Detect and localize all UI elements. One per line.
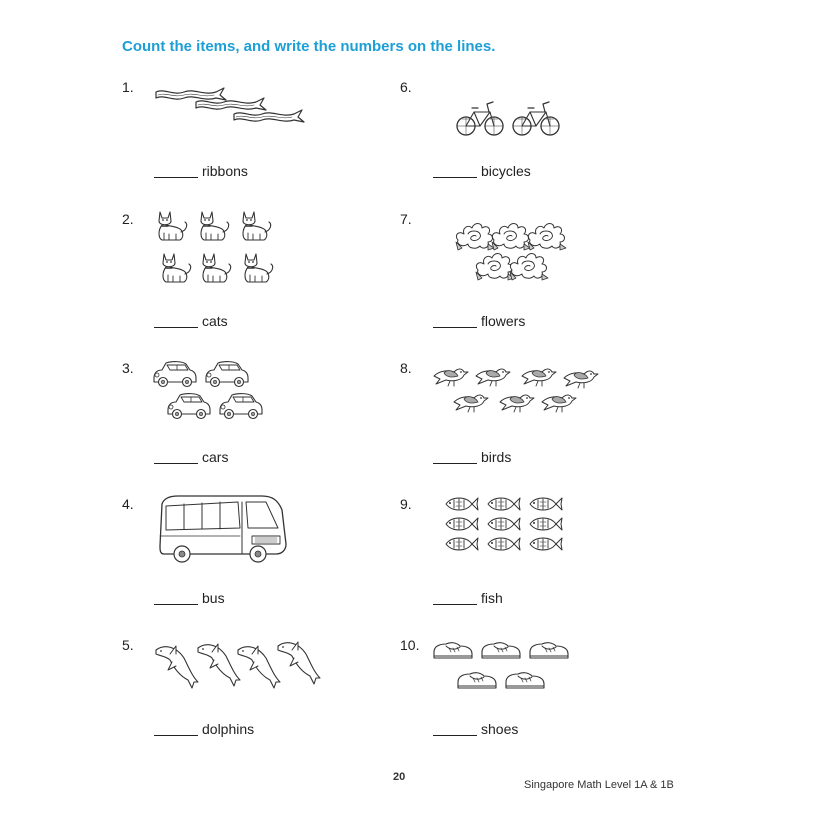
answer-blank[interactable]: [154, 723, 198, 736]
shoe-icon: [432, 640, 572, 694]
question-number: 4.: [122, 496, 134, 512]
question-number: 5.: [122, 637, 134, 653]
answer-blank[interactable]: [433, 592, 477, 605]
item-label: flowers: [481, 313, 526, 329]
book-title: Singapore Math Level 1A & 1B: [524, 779, 674, 791]
item-label: shoes: [481, 721, 519, 737]
question-number: 2.: [122, 211, 134, 227]
item-label: cars: [202, 449, 229, 465]
item-label: birds: [481, 449, 512, 465]
item-label: bus: [202, 590, 225, 606]
answer-line-birds[interactable]: [433, 449, 511, 465]
answer-line-shoes[interactable]: [433, 721, 518, 737]
item-label: ribbons: [202, 163, 248, 179]
answer-line-cats[interactable]: [154, 313, 228, 329]
answer-blank[interactable]: [154, 592, 198, 605]
cat-icon: [154, 208, 278, 290]
bicycle-icon: [456, 96, 566, 140]
answer-blank[interactable]: [154, 165, 198, 178]
question-number: 7.: [400, 211, 412, 227]
page-number: 20: [393, 771, 406, 783]
item-label: bicycles: [481, 163, 531, 179]
question-number: 3.: [122, 360, 134, 376]
answer-line-ribbons[interactable]: [154, 163, 248, 179]
answer-blank[interactable]: [154, 315, 198, 328]
item-label: cats: [202, 313, 228, 329]
item-label: dolphins: [202, 721, 255, 737]
answer-line-fish[interactable]: [433, 590, 503, 606]
flower-icon: [454, 216, 570, 284]
answer-blank[interactable]: [433, 165, 477, 178]
answer-line-bicycles[interactable]: [433, 163, 531, 179]
answer-blank[interactable]: [154, 451, 198, 464]
instructions-title: Count the items, and write the numbers on the lines.: [122, 38, 496, 55]
question-number: 6.: [400, 79, 412, 95]
answer-line-bus[interactable]: [154, 590, 225, 606]
bus-icon: [158, 492, 290, 566]
answer-line-flowers[interactable]: [433, 313, 525, 329]
answer-line-dolphins[interactable]: [154, 721, 254, 737]
question-number: 10.: [400, 637, 420, 653]
answer-line-cars[interactable]: [154, 449, 228, 465]
question-number: 9.: [400, 496, 412, 512]
dolphin-icon: [154, 640, 324, 692]
item-label: fish: [481, 590, 503, 606]
answer-blank[interactable]: [433, 723, 477, 736]
answer-blank[interactable]: [433, 451, 477, 464]
ribbon-icon: [154, 86, 306, 130]
question-number: 1.: [122, 79, 134, 95]
answer-blank[interactable]: [433, 315, 477, 328]
car-icon: [152, 360, 268, 430]
fish-icon: [444, 496, 568, 552]
bird-icon: [432, 362, 606, 414]
question-number: 8.: [400, 360, 412, 376]
